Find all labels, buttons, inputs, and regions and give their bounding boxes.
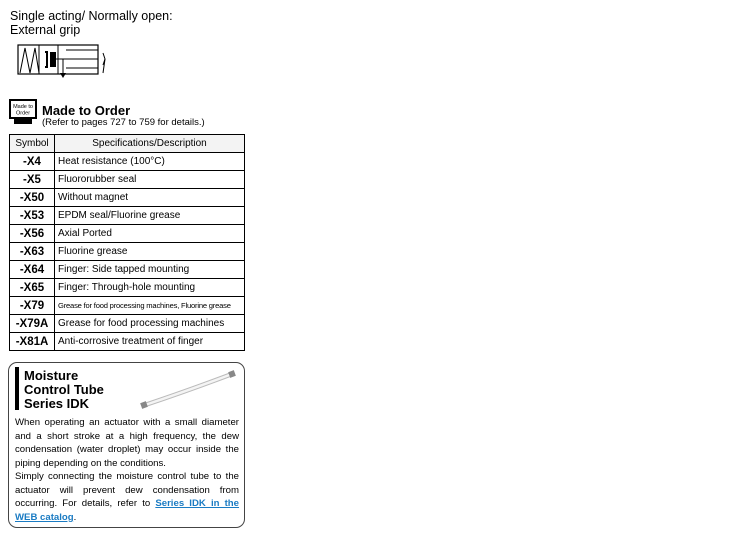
table-row bbox=[10, 171, 245, 189]
description-cell: Anti-corrosive treatment of finger bbox=[55, 333, 245, 351]
symbol-cell: -X4 bbox=[10, 153, 55, 171]
idk-title-line: Control Tube bbox=[24, 382, 104, 397]
description-cell: Fluororubber seal bbox=[55, 171, 245, 189]
table-row bbox=[10, 189, 245, 207]
idk-paragraph-2-end: . bbox=[73, 511, 77, 523]
table-row bbox=[10, 279, 245, 297]
symbol-cell: -X64 bbox=[10, 261, 55, 279]
idk-paragraph-2 bbox=[15, 470, 239, 524]
symbol-cell: -X5 bbox=[10, 171, 55, 189]
symbol-cell: -X63 bbox=[10, 243, 55, 261]
idk-title-line: Moisture bbox=[24, 368, 79, 383]
pneumatic-symbol-icon bbox=[10, 40, 110, 80]
table-row bbox=[10, 315, 245, 333]
series-idk-web-catalog-link[interactable]: Series IDK in the WEB catalog bbox=[15, 498, 240, 523]
description-cell: Grease for food processing machines, Fluorine grease bbox=[55, 297, 245, 315]
header-line-grip: External grip bbox=[10, 23, 81, 37]
header-line-mode: Single acting/ Normally open: bbox=[10, 9, 173, 23]
table-row bbox=[10, 297, 245, 315]
table-row bbox=[10, 333, 245, 351]
made-to-order-note: (Refer to pages 727 to 759 for details.) bbox=[42, 117, 205, 128]
table-row bbox=[10, 207, 245, 225]
table-row bbox=[10, 153, 245, 171]
badge-text-bottom: Order bbox=[15, 110, 31, 117]
symbol-cell: -X56 bbox=[10, 225, 55, 243]
symbol-cell: -X79A bbox=[10, 315, 55, 333]
description-cell: EPDM seal/Fluorine grease bbox=[55, 207, 245, 225]
column-header-symbol: Symbol bbox=[10, 135, 55, 153]
badge-text-top: Made to bbox=[13, 104, 33, 110]
table-row bbox=[10, 261, 245, 279]
idk-title-line: Series IDK bbox=[24, 396, 90, 411]
title-accent-bar bbox=[15, 367, 19, 410]
table-header-row bbox=[10, 135, 245, 153]
moisture-control-tube-box bbox=[8, 362, 245, 528]
description-cell: Fluorine grease bbox=[55, 243, 245, 261]
description-cell: Without magnet bbox=[55, 189, 245, 207]
table-row bbox=[10, 243, 245, 261]
column-header-description: Specifications/Description bbox=[55, 135, 245, 153]
description-cell: Finger: Through-hole mounting bbox=[55, 279, 245, 297]
made-to-order-table bbox=[9, 134, 245, 351]
idk-description bbox=[15, 416, 239, 524]
description-cell: Heat resistance (100°C) bbox=[55, 153, 245, 171]
description-cell: Finger: Side tapped mounting bbox=[55, 261, 245, 279]
symbol-cell: -X79 bbox=[10, 297, 55, 315]
symbol-cell: -X53 bbox=[10, 207, 55, 225]
idk-paragraph-1: When operating an actuator with a small diameter and a short stroke at a high frequency, the dew condensation (water droplet) may occur inside the piping depending on the conditions. bbox=[15, 417, 239, 469]
made-to-order-title: Made to Order bbox=[42, 103, 131, 118]
description-cell: Axial Ported bbox=[55, 225, 245, 243]
idk-title bbox=[24, 369, 104, 411]
made-to-order-badge-icon bbox=[8, 98, 38, 126]
symbol-cell: -X65 bbox=[10, 279, 55, 297]
symbol-cell: -X50 bbox=[10, 189, 55, 207]
table-row bbox=[10, 225, 245, 243]
description-cell: Grease for food processing machines bbox=[55, 315, 245, 333]
idk-paragraph-2-text: Simply connecting the moisture control tube to the actuator will prevent dew condensation from occurring. For details, refer to bbox=[15, 471, 239, 509]
tube-image-icon bbox=[137, 367, 237, 411]
symbol-cell: -X81A bbox=[10, 333, 55, 351]
